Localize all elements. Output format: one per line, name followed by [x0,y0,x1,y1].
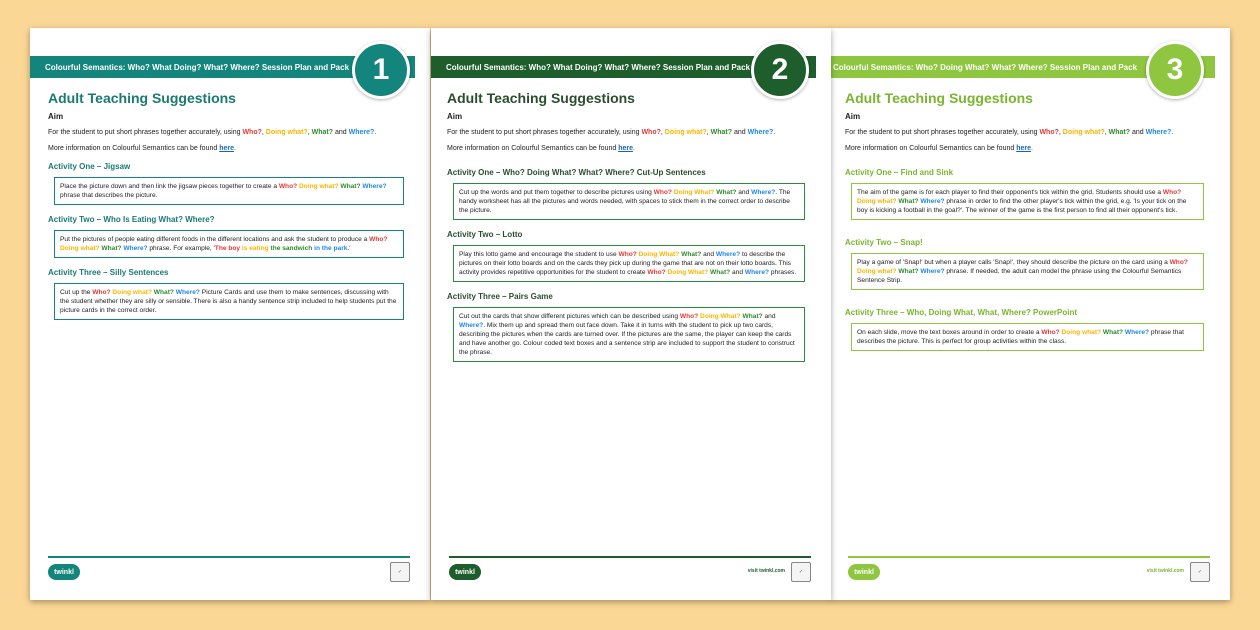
page-title: Adult Teaching Suggestions [845,90,1033,106]
activity-box: Play a game of 'Snap!' but when a player calls 'Snap!', they should describe the picture on the card using a Who? Doing what? What? Where? phrase. If needed, the adult can model the phrase using the Colourful Semantics Sentence Strip. [851,253,1204,290]
aim-text: For the student to put short phrases together accurately, using Who?, Doing what?, What? and Where?. [48,129,377,136]
page-header-bar: Colourful Semantics: Who? What Doing? What? Where? Session Plan and Pack [30,56,415,78]
twinkl-logo: twinkl [48,564,80,580]
page-number-badge: 3 [1146,41,1204,99]
page-content [48,90,410,320]
activity-box: The aim of the game is for each player to find their opponent's tick within the grid. Students should use a Who? Doing what? What? Where? phrase in order to find the other player's tick within the grid, e.g. 'Is your tick on the boy is kicking a football in the goal?'. The winner of the game is the first person to find all their opponent's tick. [851,183,1204,220]
aim-text: For the student to put short phrases together accurately, using Who?, Doing what?, What? and Where?. [447,129,776,136]
footer-divider [48,556,410,558]
quality-badge-icon: ✓ [791,562,811,582]
aim-label: Aim [845,112,861,121]
activity-heading: Activity One – Jigsaw [48,162,131,171]
quality-badge-icon: ✓ [390,562,410,582]
page-2 [431,28,831,600]
more-info-text: More information on Colourful Semantics can be found here. [447,145,635,152]
activity-box: Cut out the cards that show different pictures which can be described using Who? Doing What? What? and Where?. Mix them up and spread them out face down. Take it in turns with the student to pick up two cards, describing the pictures when the cards are turned over. If the pictures are the same, the player can keep the cards and have another go. Colour coded text boxes and a sentence strip are included to support the student to construct the phrase. [453,307,805,362]
page-header-bar: Colourful Semantics: Who? What Doing? What? Where? Session Plan and Pack [431,56,816,78]
aim-label: Aim [48,112,64,121]
visit-link[interactable]: visit twinkl.com [1146,568,1184,574]
page-title: Adult Teaching Suggestions [447,90,635,106]
here-link[interactable]: here [1016,145,1031,152]
footer-divider [449,556,811,558]
activity-box: On each slide, move the text boxes around in order to create a Who? Doing what? What? Where? phrase that describes the picture. This is perfect for group activities within the class. [851,323,1204,351]
activity-box: Cut up the words and put them together to describe pictures using Who? Doing What? What? and Where?. The handy worksheet has all the pictures and words needed, with spaces to stick them in the correct order to describe the picture. [453,183,805,220]
footer-divider [848,556,1210,558]
page-3 [830,28,1230,600]
aim-text: For the student to put short phrases together accurately, using Who?, Doing what?, What? and Where?. [845,129,1174,136]
activity-heading: Activity Two – Lotto [447,230,523,239]
activity-heading: Activity Three – Silly Sentences [48,268,169,277]
page-content [447,90,811,362]
more-info-text: More information on Colourful Semantics can be found here. [845,145,1033,152]
here-link[interactable]: here [618,145,633,152]
twinkl-logo: twinkl [848,564,880,580]
activity-heading: Activity Two – Snap! [845,238,923,247]
activity-heading: Activity Three – Pairs Game [447,292,553,301]
activity-heading: Activity One – Who? Doing What? What? Where? Cut-Up Sentences [447,168,706,177]
quality-badge-icon: ✓ [1190,562,1210,582]
twinkl-logo: twinkl [449,564,481,580]
visit-link[interactable]: visit twinkl.com [747,568,785,574]
activity-box: Place the picture down and then link the jigsaw pieces together to create a Who? Doing what? What? Where? phrase that describes the picture. [54,177,404,205]
page-content [845,90,1210,351]
page-number-badge: 2 [751,41,809,99]
activity-heading: Activity One – Find and Sink [845,168,954,177]
page-number-badge: 1 [352,41,410,99]
activity-heading: Activity Two – Who Is Eating What? Where? [48,215,215,224]
page-1 [30,28,430,600]
activity-box: Cut up the Who? Doing what? What? Where? Picture Cards and use them to make sentences, discussing with the student whether they are silly or sensible. There is also a handy sentence strip included to help students put the picture cards in the correct order. [54,283,404,320]
more-info-text: More information on Colourful Semantics can be found here. [48,145,236,152]
activity-heading: Activity Three – Who, Doing What, What, Where? PowerPoint [845,308,1078,317]
page-header-bar: Colourful Semantics: Who? Doing What? What? Where? Session Plan and Pack [830,56,1215,78]
activity-box: Play this lotto game and encourage the student to use Who? Doing What? What? and Where? to describe the pictures on their lotto boards and on the cards they pick up during the game that are not on their lotto boards. This activity provides repetitive opportunities for the student to create Who? Doing What? What? and Where? phrases. [453,245,805,282]
page-title: Adult Teaching Suggestions [48,90,236,106]
aim-label: Aim [447,112,463,121]
here-link[interactable]: here [219,145,234,152]
activity-box: Put the pictures of people eating different foods in the different locations and ask the student to produce a Who? Doing what? What? Where? phrase. For example, 'The boy is eating the sandwich in the park.' [54,230,404,258]
